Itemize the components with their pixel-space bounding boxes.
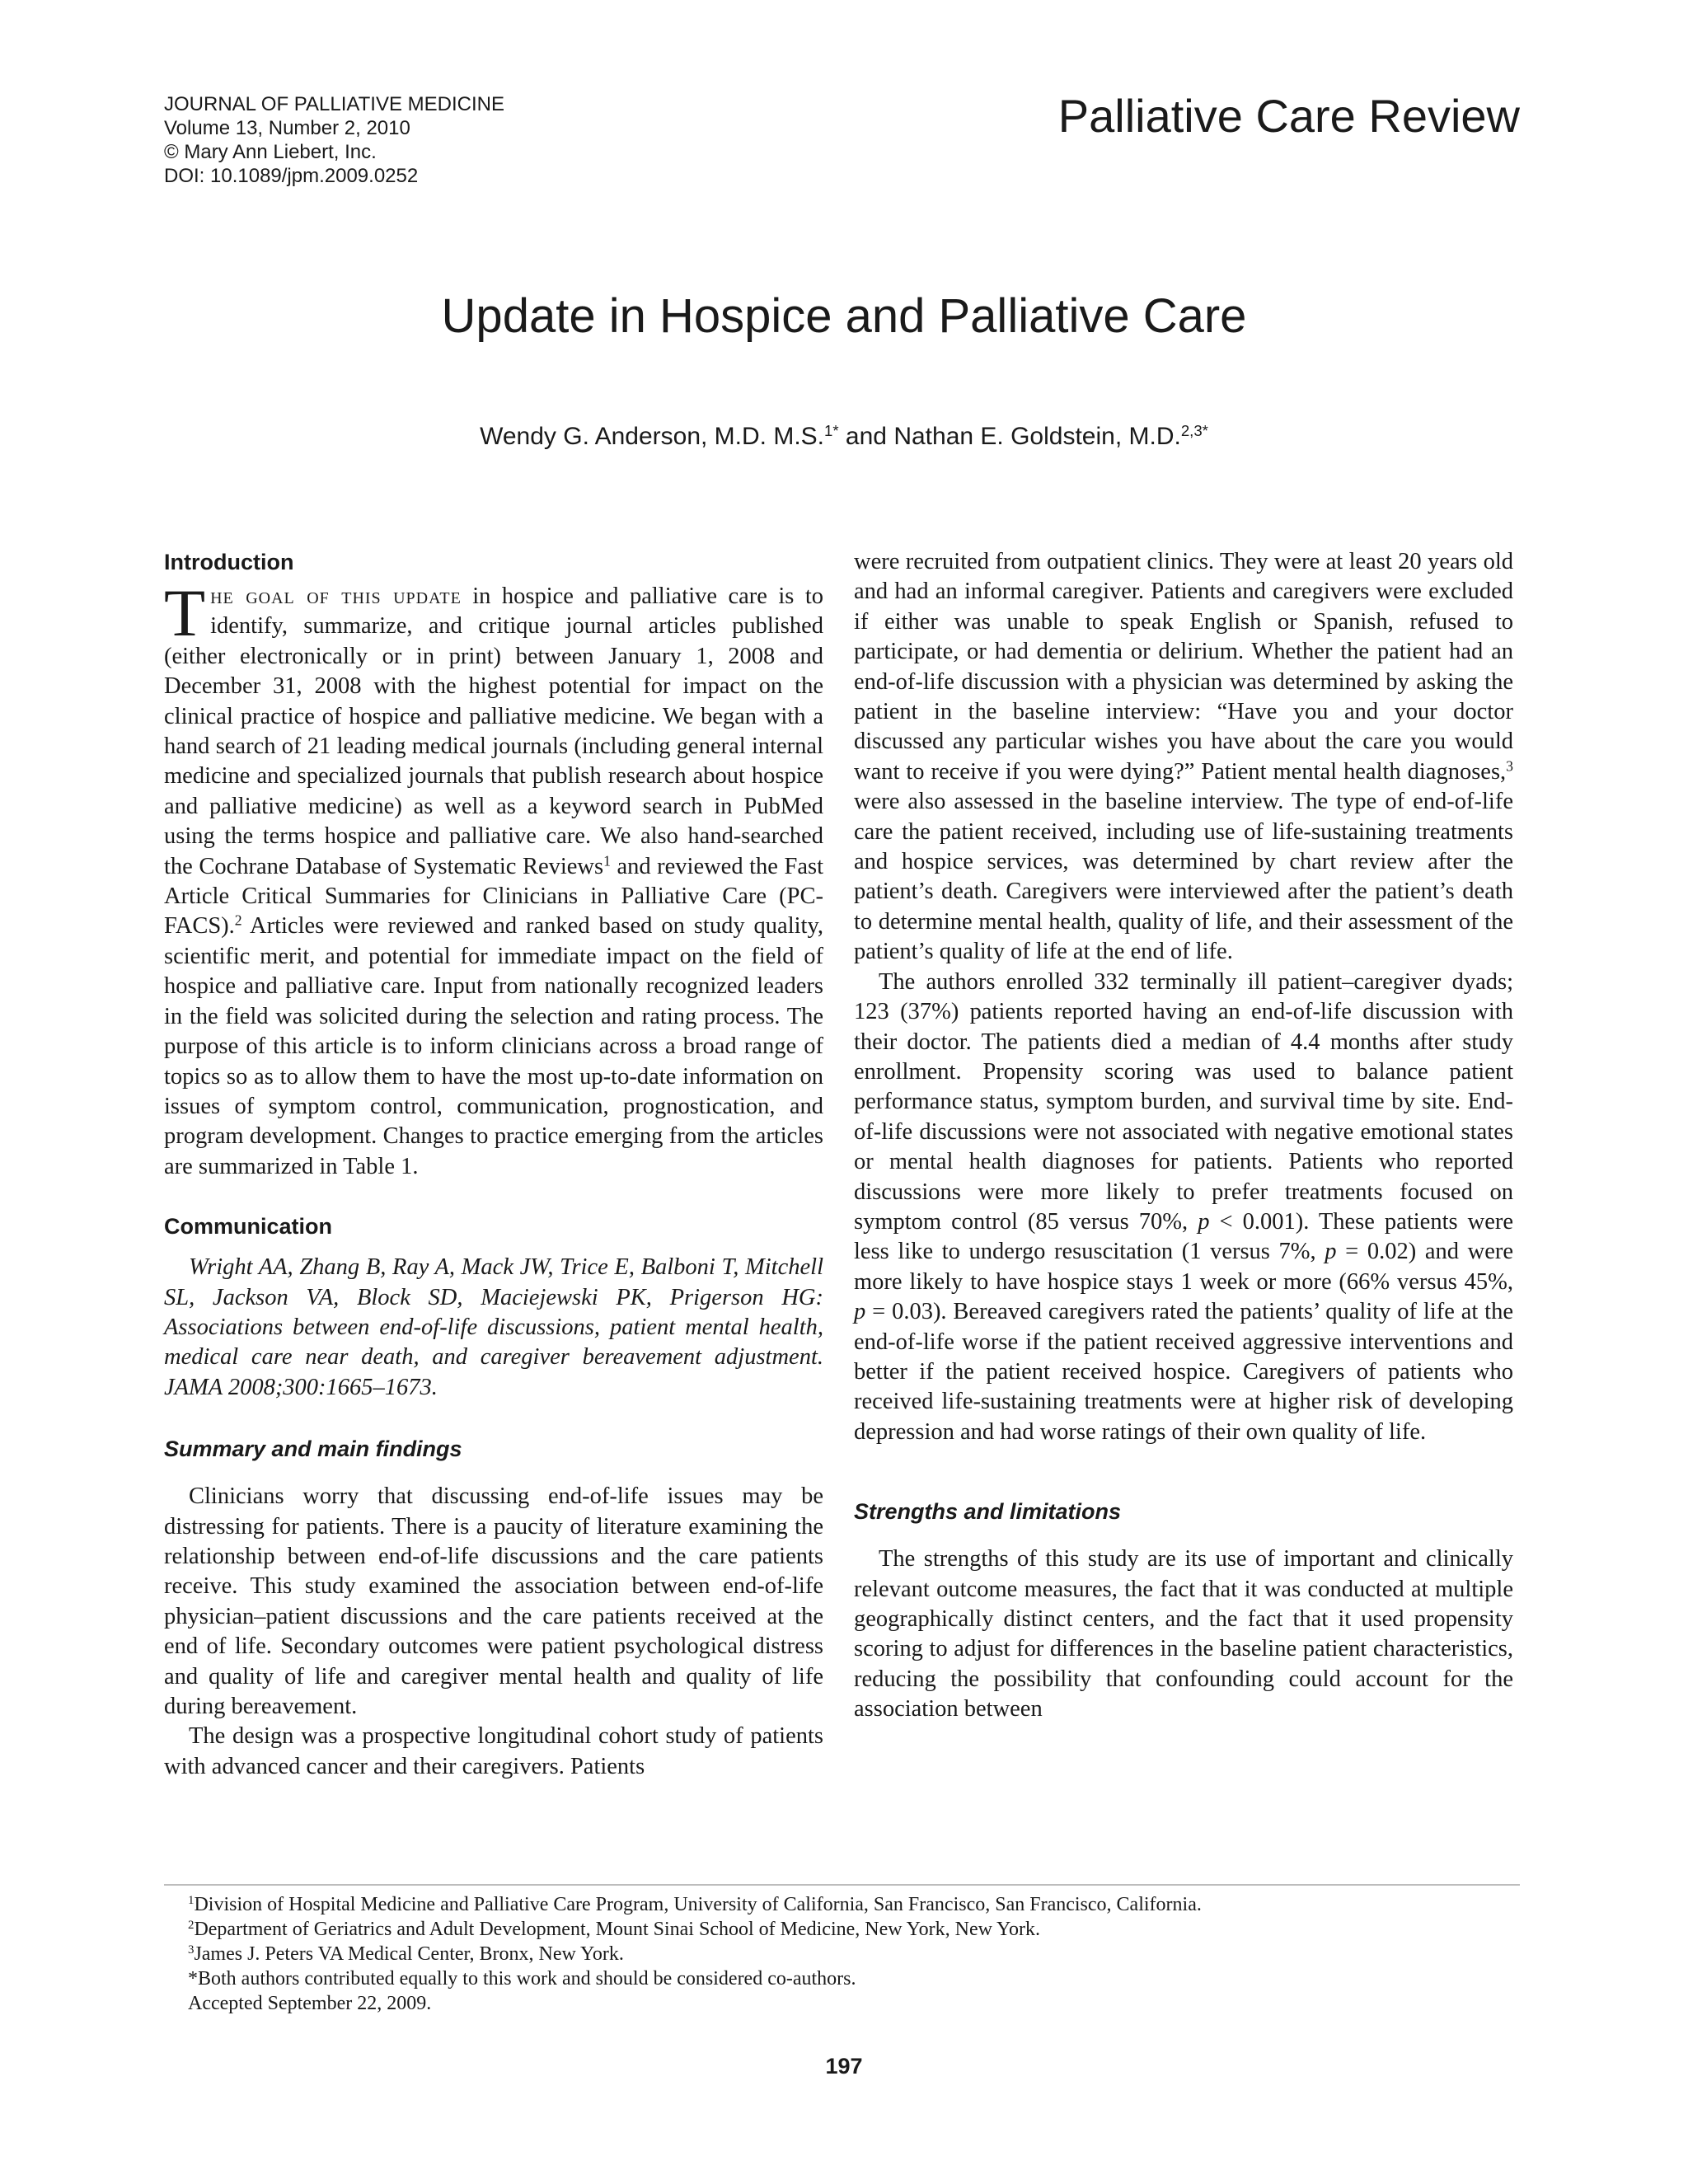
article-authors: [0, 420, 1688, 453]
results-text-c: = 0.02) and were more likely to have hospice stays 1 week or more (66% versus 45%,: [854, 1239, 1513, 1295]
summary-paragraph-1: Clinicians worry that discussing end-of-life issues may be distressing for patients. There is a paucity of literature examining the relationship between end-of-life discussions and the care patients receive. This study examined the association between end-of-life physician–patient discussions and the care patients received at the end of life. Secondary outcomes were patient psychological distress and quality of life and caregiver mental health and quality of life during bereavement.: [164, 1483, 823, 1719]
footnote-divider: [164, 1884, 1520, 1886]
intro-heading: Introduction: [164, 550, 294, 574]
footnote-3-text: James J. Peters VA Medical Center, Bronx, New York.: [194, 1943, 624, 1965]
summary-heading: Summary and main findings: [164, 1436, 462, 1462]
intro-paragraph: [164, 575, 823, 1182]
journal-info: [164, 92, 741, 188]
intro-text-c: Articles were reviewed and ranked based on study quality, scientific merit, and potential for immediate impact on the field of hospice and palliative care. Input from nationally recognized leaders in the field was solicited during the selection and rating process. The purpose of this article is to inform clinicians across a broad range of topics so as to allow them to have the most up-to-date information on issues of symptom control, communication, prognostication, and program development. Changes to practice emerging from the articles are summarized in Table 1.: [164, 913, 823, 1179]
results-text-d: = 0.03). Bereaved caregivers rated the patients’ quality of life at the end-of-life worse if the patient received aggressive interventions and better if the patient received hospice. Caregivers of patients who received life-sustaining treatments were at higher risk of developing depression and had worse ratings of their own quality of life.: [854, 1299, 1513, 1445]
author-2-affiliation-mark: 2,3*: [1180, 421, 1208, 439]
author-conjunction: and: [838, 423, 894, 450]
intro-smallcaps: he goal of this update: [210, 583, 462, 609]
accepted-date: Accepted September 22, 2009.: [188, 1993, 432, 2014]
methods-text-b: were also assessed in the baseline interview. The type of end-of-life care the patient received, including use of life-sustaining treatments and hospice services, was determined by chart review after the patient’s death. Caregivers were interviewed after the patient’s death to determine mental health, quality of life, and their assessment of the patient’s quality of life at the end of life.: [854, 789, 1513, 965]
methods-text-a: were recruited from outpatient clinics. They were at least 20 years old and had an informal caregiver. Patients and caregivers were excluded if either was unable to speak English or Spanish, refused to participate, or had dementia or delirium. Whether the patient had an end-of-life discussion with a physician was determined by asking the patient in the baseline interview: “Have you and your doctor discussed any particular wishes you have about the care you would want to receive if you were dying?” Patient mental health diagnoses,: [854, 549, 1513, 785]
footnotes: [188, 1892, 1523, 2016]
p-value-symbol-1: p: [1198, 1208, 1210, 1235]
journal-name: JOURNAL OF PALLIATIVE MEDICINE: [164, 93, 504, 115]
p-value-symbol-3: p: [854, 1299, 866, 1325]
author-2: Nathan E. Goldstein, M.D.: [893, 423, 1181, 450]
author-1-affiliation-mark: 1*: [824, 421, 839, 439]
author-1: Wendy G. Anderson, M.D. M.S.: [480, 423, 825, 450]
intro-text-b: and reviewed the Fast Article Critical Summaries for Clinicians in Palliative Care (PC-FACS).: [164, 853, 823, 940]
footnote-3: [188, 1942, 1523, 1966]
footnote-2-mark: 2: [188, 1918, 195, 1932]
ref-2: 2: [234, 912, 242, 929]
methods-paragraph: [854, 547, 1513, 968]
ref-3: 3: [1506, 757, 1513, 775]
footnote-1-text: Division of Hospital Medicine and Palliative Care Program, University of California, San Francisco, San Francisco, California.: [194, 1894, 1202, 1915]
right-column: [854, 547, 1513, 1725]
page-number: 197: [825, 2054, 863, 2079]
results-text-b: < 0.001). These patients were less like to undergo resuscitation (1 versus 7%,: [854, 1208, 1513, 1265]
ref-1: 1: [603, 851, 611, 869]
footnote-1-mark: 1: [188, 1893, 195, 1907]
p-value-symbol-2: p: [1325, 1239, 1337, 1265]
footnote-1: [188, 1892, 1523, 1917]
results-paragraph: [854, 968, 1513, 1448]
footnote-coauthors: *Both authors contributed equally to this work and should be considered co-authors.: [188, 1968, 856, 1990]
section-label: Palliative Care Review: [1057, 90, 1520, 142]
strengths-heading: Strengths and limitations: [854, 1499, 1122, 1525]
article-citation: Wright AA, Zhang B, Ray A, Mack JW, Trice E, Balboni T, Mitchell SL, Jackson VA, Block SD, Maciejewski PK, Prigerson HG: Associations between end-of-life discussions, patient mental health, medical care near death, and caregiver bereavement adjustment. JAMA 2008;300:1665–1673.: [164, 1254, 823, 1400]
article-title: Update in Hospice and Palliative Care: [441, 289, 1247, 343]
communication-heading: Communication: [164, 1214, 333, 1240]
results-text-a: The authors enrolled 332 terminally ill patient–caregiver dyads; 123 (37%) patients reported having an end-of-life discussion with their doctor. The patients died a median of 4.4 months after study enrollment. Propensity scoring was used to balance patient performance status, symptom burden, and survival time by site. End-of-life discussions were not associated with negative emotional states or mental health diagnoses for patients. Patients who reported discussions were more likely to prefer treatments focused on symptom control (85 versus 70%,: [854, 968, 1513, 1235]
footnote-3-mark: 3: [188, 1943, 195, 1957]
journal-volume: Volume 13, Number 2, 2010: [164, 117, 410, 139]
left-column: [164, 547, 823, 1782]
journal-publisher: © Mary Ann Liebert, Inc.: [164, 141, 377, 163]
summary-paragraph-2: The design was a prospective longitudinal cohort study of patients with advanced cancer and their caregivers. Patients: [164, 1723, 823, 1779]
strengths-paragraph: The strengths of this study are its use of important and clinically relevant outcome measures, the fact that it was conducted at multiple geographically distinct centers, and the fact that it used propensity scoring to adjust for differences in the baseline patient characteristics, reducing the possibility that confounding could account for the association between: [854, 1546, 1513, 1722]
drop-cap: T: [164, 575, 206, 650]
footnote-2: [188, 1917, 1523, 1942]
intro-text-a: in hospice and palliative care is to identify, summarize, and critique journal articles published (either electronically or in print) between January 1, 2008 and December 31, 2008 with the highest potential for impact on the clinical practice of hospice and palliative medicine. We began with a hand search of 21 leading medical journals (including general internal medicine and specialized journals that publish research about hospice and palliative medicine) as well as a keyword search in PubMed using the terms hospice and palliative care. We also hand-searched the Cochrane Database of Systematic Reviews: [164, 583, 823, 879]
journal-doi: DOI: 10.1089/jpm.2009.0252: [164, 165, 419, 187]
footnote-2-text: Department of Geriatrics and Adult Development, Mount Sinai School of Medicine, New York, New York.: [194, 1919, 1040, 1940]
